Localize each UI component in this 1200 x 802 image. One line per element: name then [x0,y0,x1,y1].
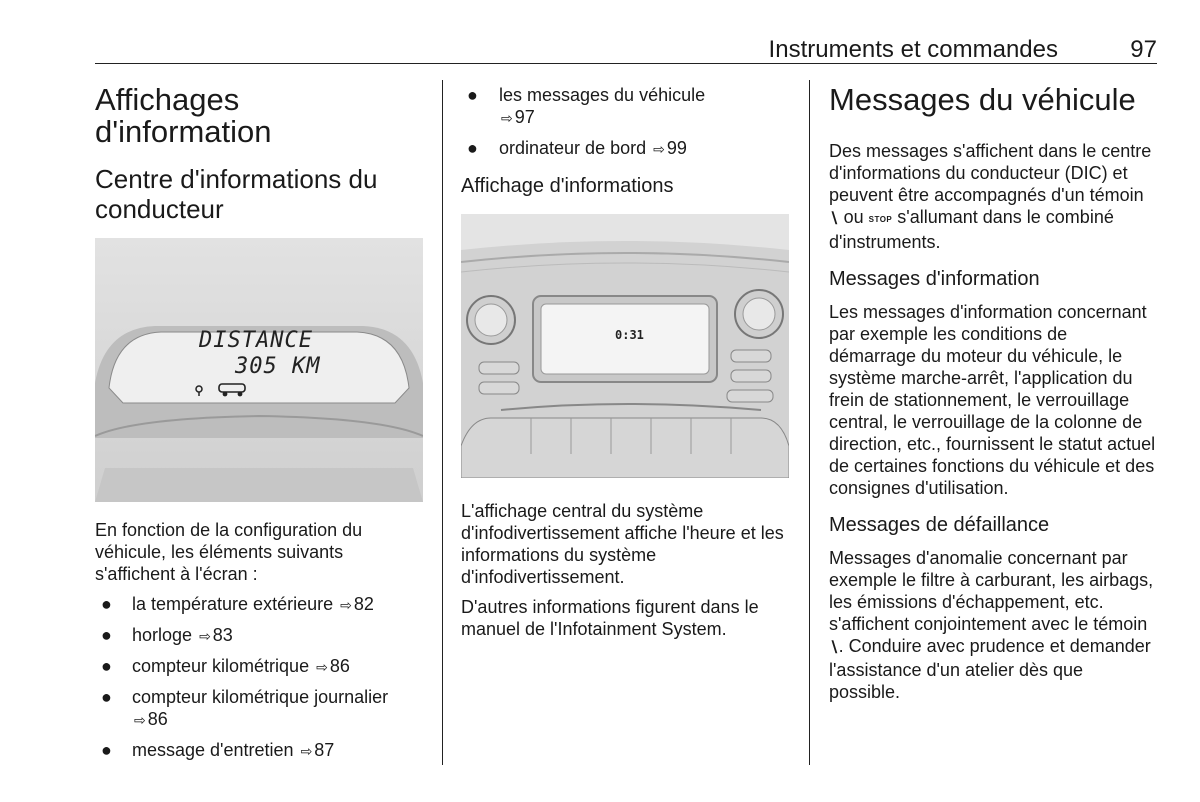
wrench-icon: ∖ [829,210,839,227]
list-item: ● horloge ⇨ 83 [101,625,233,645]
section-title: Affichages d'information [95,82,272,149]
reference-arrow-icon: ⇨ [316,659,328,675]
reference-arrow-icon: ⇨ [653,141,665,157]
clock-display-text: 0:31 [615,328,644,342]
subsection-title: Affichage d'informations [461,175,674,197]
section-title: Messages du véhicule [829,82,1136,117]
subsection-title: Messages d'information [829,268,1040,290]
reference-arrow-icon: ⇨ [134,712,146,728]
display-text-km: 305 KM [235,354,321,379]
list-item: ● compteur kilométrique journalier ⇨ 86 [101,687,389,729]
list-item: ● la température extérieure ⇨ 82 [101,594,374,614]
cluster-display-image [95,238,423,502]
volume-knob-icon [467,296,515,344]
paragraph: L'affichage central du système d'infodivertissement affiche l'heure et les informations du système d'infodivertissement. [461,501,784,587]
reference-arrow-icon: ⇨ [501,110,513,126]
display-items-list-continued [461,84,791,160]
intro-paragraph: En fonction de la configuration du véhicule, les éléments suivants s'affichent à l'écran : [95,520,363,584]
tune-knob-icon [735,290,783,338]
reference-arrow-icon: ⇨ [199,628,211,644]
column-middle [461,84,791,640]
running-header: Instruments et commandes [768,36,1058,63]
subsection-title: Messages de défaillance [829,514,1050,536]
reference-arrow-icon: ⇨ [300,743,313,759]
paragraph: Messages d'anomalie concernant par exemple le filtre à carburant, les airbags, les émissions d'échappement, etc. s'affichent conjointement avec le témoin ∖. Conduire avec prudence et demander l'assistance d'un atelier dès que possible. [829,548,1154,702]
stop-icon: STOP [868,215,893,224]
reference-arrow-icon: ⇨ [340,597,352,613]
display-text-distance: DISTANCE [199,328,313,353]
infotainment-unit-drawing [461,214,789,478]
list-item: ● message d'entretien ⇨ 87 [101,740,335,760]
column-left [95,84,425,762]
intro-paragraph: Des messages s'affichent dans le centre d'informations du conducteur (DIC) et peuvent être accompagnés d'un témoin ∖ ou STOP s'allumant dans le combiné d'instruments. [829,141,1152,252]
paragraph: D'autres informations figurent dans le manuel de l'Infotainment System. [461,597,759,639]
paragraph: Les messages d'information concernant par exemple les conditions de démarrage du moteur du véhicule, le système marche-arrêt, l'application du frein de stationnement, le verrouillage central, le verrouillage de la colonne de direction, etc., fournissent le statut actuel de certaines fonctions du véhicule et des consignes d'utilisation. [829,302,1156,498]
header-rule [95,63,1157,64]
list-item: ● compteur kilométrique ⇨ 86 [101,656,350,676]
wrench-icon: ∖ [829,639,839,656]
page-number: 97 [1130,36,1157,63]
column-divider [442,80,443,765]
display-items-list [95,593,425,762]
column-divider [809,80,810,765]
subsection-title: Centre d'informations du conducteur [95,164,378,224]
list-item: ● ordinateur de bord ⇨ 99 [467,138,687,158]
infotainment-display-image [461,214,789,478]
column-right [829,84,1159,703]
list-item: ● les messages du véhicule ⇨ 97 [467,85,706,127]
